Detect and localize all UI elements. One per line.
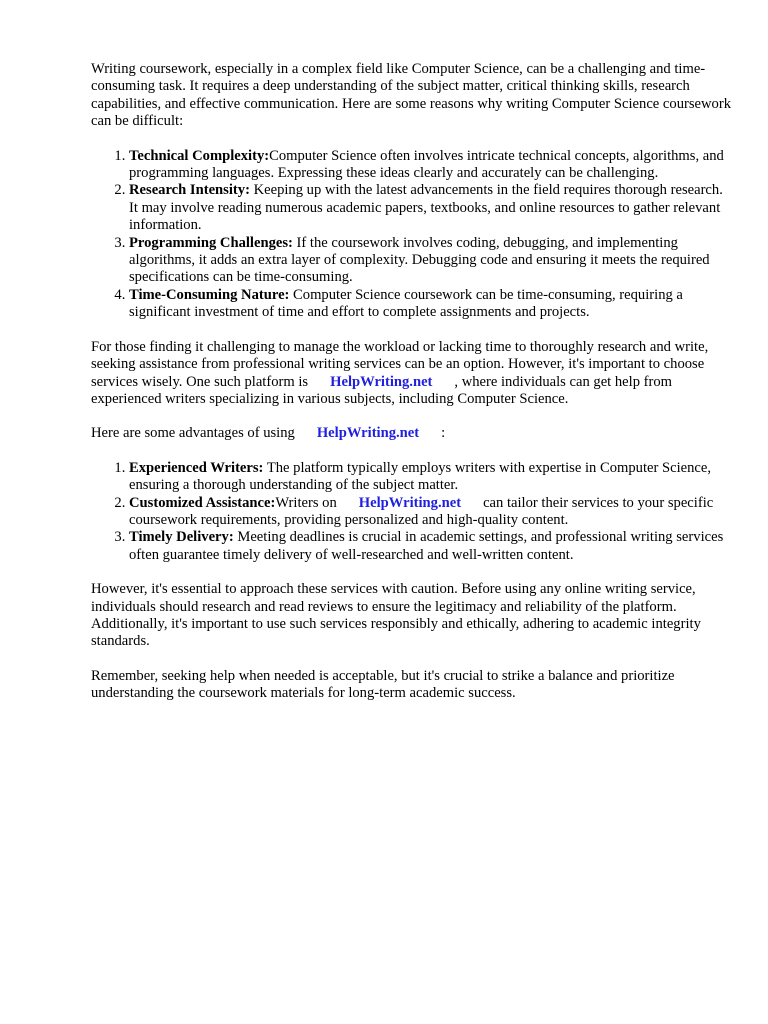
list-item xyxy=(129,148,731,183)
list-item xyxy=(129,235,731,287)
caution-paragraph: However, it's essential to approach these services with caution. Before using any online writing service, individuals should research and read reviews to ensure the legitimacy and reliability of the platform. Additionally, it's important to use such services responsibly and ethically, adhering to academic integrity standards. xyxy=(91,581,701,650)
item-title: Customized Assistance: xyxy=(129,494,276,511)
item-text: Keeping up with the latest advancements in the field requires thorough research. It may involve reading numerous academic papers, textbooks, and online resources to gather relevant information. xyxy=(129,182,723,234)
helpwriting-link[interactable]: HelpWriting.net xyxy=(316,425,420,442)
item-title: Experienced Writers: xyxy=(129,459,264,476)
item-text-before: Writers on xyxy=(275,494,337,511)
assistance-text-after: , where individuals can get help from experienced writers specializing in various subjects, including Computer Science. xyxy=(91,373,673,407)
item-text: The platform typically employs writers with expertise in Computer Science, ensuring a thorough understanding of the subject matter. xyxy=(129,459,712,494)
document-page xyxy=(91,61,731,720)
list-item xyxy=(129,529,731,564)
helpwriting-link[interactable]: HelpWriting.net xyxy=(358,494,462,511)
assistance-paragraph xyxy=(91,339,731,409)
intro-paragraph: Writing coursework, especially in a complex field like Computer Science, can be a challenging and time-consuming task. It requires a deep understanding of the subject matter, critical thinking skills, research capabilities, and effective communication. Here are some reasons why writing Computer Science coursework can be difficult: xyxy=(91,61,732,130)
item-title: Timely Delivery: xyxy=(129,529,234,546)
item-text: Meeting deadlines is crucial in academic settings, and professional writing services often guarantee timely delivery of well-researched and well-written content. xyxy=(129,529,724,563)
assistance-text-before: For those finding it challenging to manage the workload or lacking time to thoroughly research and write, seeking assistance from professional writing services can be an option. However, it's important to choose services wisely. One such platform is xyxy=(91,338,709,390)
item-title: Time-Consuming Nature: xyxy=(129,286,290,303)
item-text: Computer Science often involves intricate technical concepts, algorithms, and programming languages. Expressing these ideas clearly and accurately can be challenging. xyxy=(129,147,724,182)
advantages-intro xyxy=(91,425,731,442)
reasons-list xyxy=(91,148,731,322)
item-title: Technical Complexity: xyxy=(129,147,270,164)
item-text: If the coursework involves coding, debugging, and implementing algorithms, it adds an extra layer of complexity. Debugging code and ensuring it meets the required specifications can be time-consuming. xyxy=(129,234,710,286)
item-title: Programming Challenges: xyxy=(129,234,293,251)
list-item xyxy=(129,460,731,495)
list-item xyxy=(129,287,731,322)
list-item xyxy=(129,495,731,530)
item-text: Computer Science coursework can be time-consuming, requiring a significant investment of time and effort to complete assignments and projects. xyxy=(129,286,683,321)
advantages-intro-colon: : xyxy=(441,425,446,442)
item-text-after: can tailor their services to your specific coursework requirements, providing personalized and high-quality content. xyxy=(129,494,714,528)
helpwriting-link[interactable]: HelpWriting.net xyxy=(330,373,433,390)
list-item xyxy=(129,182,731,234)
advantages-intro-text: Here are some advantages of using xyxy=(91,425,295,442)
advantages-list xyxy=(91,460,731,564)
closing-paragraph: Remember, seeking help when needed is acceptable, but it's crucial to strike a balance and prioritize understanding the coursework materials for long-term academic success. xyxy=(91,667,675,702)
item-title: Research Intensity: xyxy=(129,182,250,199)
